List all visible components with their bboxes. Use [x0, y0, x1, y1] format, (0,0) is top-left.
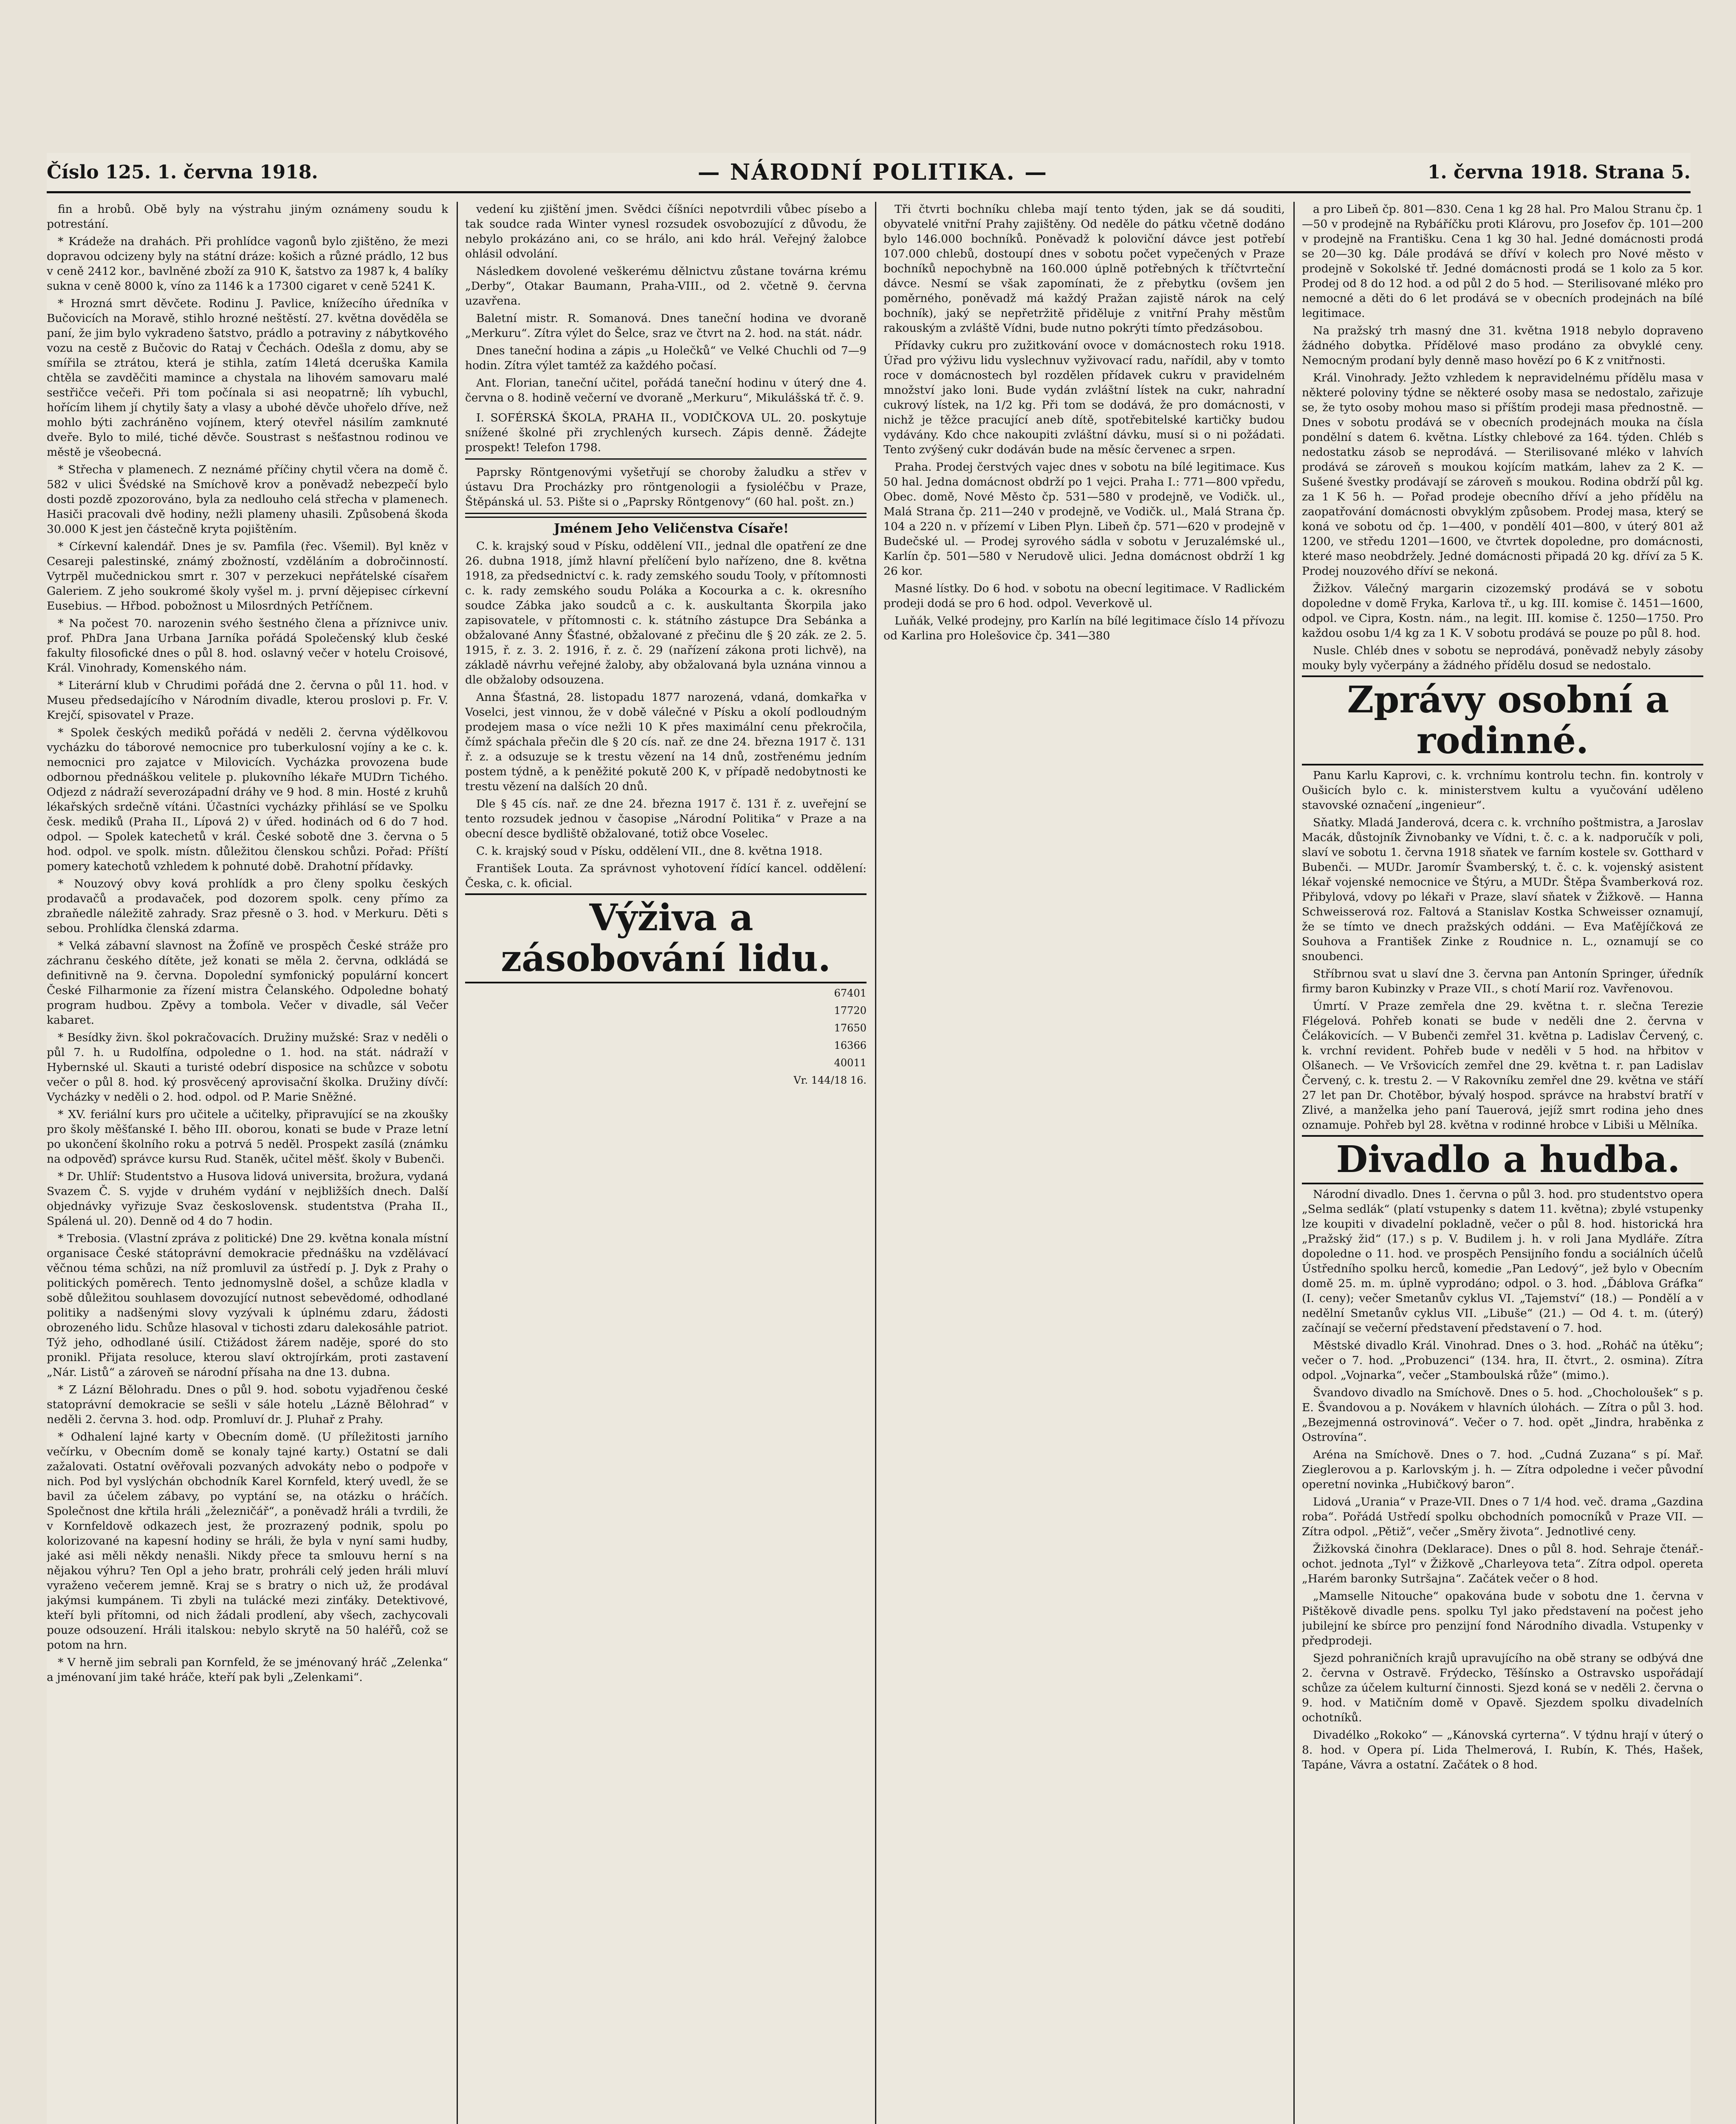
article-paragraph: Baletní mistr. R. Somanová. Dnes taneční hodina ve dvoraně „Merkuru“. Zítra výlet do Šelce, sraz ve čtvrt na 2. hod. na stát. nádr.: [465, 312, 867, 340]
article-paragraph: „Mamselle Nitouche“ opakována bude v sobotu dne 1. června v Pištěkově divadle pens. spolku Tyl jako představení na počest jeho jubilejní ke sbírce pro penzijní fond Národního divadla. Vstupenky v předprodeji.: [1302, 1590, 1703, 1647]
columns: [47, 202, 1703, 2124]
section-heading: Zprávy osobní a rodinné.: [1302, 675, 1703, 765]
article-paragraph: * Hrozná smrt děvčete. Rodinu J. Pavlice, knížecího úředníka v Bučovicích na Moravě, stihlo hrozné neštěstí. 27. května dověděla se paní, že jim bylo vykradeno šatstvo, prádlo a potraviny z nábytkového vozu na cestě z Bučovic do Rataj v Čechách. Odešla z domu, aby se smířila se ztrátou, která je stihla, zatím 14letá dceruška Kamila chtěla se zavděčiti mamince a chystala na lihovém samovaru malé sestřičce večeři. Při tom počínala si asi neopatrně; líh vybuchl, hořícím lihem jí chytily šaty a vlasy a ubohé děvče uhořelo dříve, než mohlo býti zachráněno vojínem, který otevřel násilím zamknuté dveře. Bylo to milé, tiché děvče. Soustrast s nešťastnou rodinou ve městě je všeobecná.: [47, 297, 448, 459]
article-paragraph: Aréna na Smíchově. Dnes o 7. hod. „Cudná Zuzana“ s pí. Mař. Zieglerovou a p. Karlovským j. h. — Zítra odpoledne i večer původní operetní novinka „Hubičkový baron“.: [1302, 1448, 1703, 1491]
article-paragraph: Žižkov. Válečný margarin cizozemský prodává se v sobotu dopoledne v domě Fryka, Karlova tř., u kg. III. komise č. 1451—1600, odpol. ve Cipra, Kostn. nám., na legit. III. komise č. 1250—1750. Pro každou osobu 1/4 kg za 1 K. V sobotu prodává se pouze po půl 8. hod.: [1302, 582, 1703, 640]
ad-order-number: 40011: [834, 1057, 867, 1069]
article-paragraph: František Louta. Za správnost vyhotovení řídící kancel. oddělení: Česka, c. k. oficial.: [465, 862, 867, 890]
section-heading: Divadlo a hudba.: [1302, 1135, 1703, 1184]
article-paragraph: C. k. krajský soud v Písku, oddělení VII., jednal dle opatření ze dne 26. dubna 1918, jímž hlavní přelíčení bylo nařízeno, dne 8. května 1918, za předsednictví c. k. rady zemského soudu Tooly, v přítomnosti c. k. rady zemského soudu Poláka a Kocourka a c. k. okresního soudce Zábka jako soudců a c. k. auskultanta Škorpila jako zapisovatele, v přítomnosti c. k. státního zástupce Dra Sebánka a obžalované Anny Šťastné, obžalované z přečinu dle § 20 zák. ze 2. 5. 1915, ř. z. 3. 2. 1916, ř. z. č. 29 (nařízení zákona proti lichvě), na základě návrhu veřejné žaloby, aby obžalovaná byla uznána vinnou a dle obžaloby odsouzena.: [465, 539, 867, 686]
article-paragraph: Praha. Prodej čerstvých vajec dnes v sobotu na bílé legitimace. Kus 50 hal. Jedna domácnost obdrží po 1 vejci. Praha I.: 771—800 vpředu, Obec. domě, Nové Město čp. 531—580 v prodejně, ve Vodičk. ul., Malá Strana čp. 211—240 v prodejně, ve Vodičk. ul., Malá Strana čp. 104 a 220 n. v přízemí v Liben Plyn. Libeň čp. 571—620 v prodejně v Budečské ul. — Prodej syrového sádla v sobotu v Jeruzalémské ul., Karlín čp. 501—580 v Nerudově ulici. Jedna domácnost obdrží 1 kg 26 kor.: [884, 460, 1285, 578]
article-paragraph: Sňatky. Mladá Janderová, dcera c. k. vrchního poštmistra, a Jaroslav Macák, důstojník Živnobanky ve Vídni, t. č. c. a k. nadporučík v poli, slaví ve sobotu 1. června 1918 sňatek ve farním kostele sv. Gotthard v Bubenči. — MUDr. Jaromír Švamberský, t. č. c. k. vojenský asistent lékař vojenské nemocnice ve Štýru, a MUDr. Štěpa Švamberková roz. Přibylová, vdovy po lékaři v Praze, slaví sňatek v Žižkově. — Hanna Schweisserová roz. Faltová a Stanislav Kostka Schweisser oznamují, že se tímto ve dnech pražských oddáni. — Eva Maťějíčková ze Souhova a František Zinke z Roudnice n. L., oznamují se co snoubenci.: [1302, 816, 1703, 963]
article-paragraph: Přídavky cukru pro zužitkování ovoce v domácnostech roku 1918. Úřad pro výživu lidu vyslechnuv vyživovací radu, nařídil, aby v tomto roce v domácnostech byl rozdělen přídavek cukru v pravidelném množství jako loni. Bude vydán zvláštní lístek na cukr, nahradní cukrový lístek, na 1/2 kg. Při tom se dodává, že pro domácnosti, v nichž je těžce pracující aneb dítě, spotřebitelské kartičky budou vydávány. Kdo chce nakoupiti zvláštní dávku, musí si o ni požádati. Tento zvýšený cukr dodáván bude na měsíc červenec a srpen.: [884, 339, 1285, 456]
article-paragraph: * Spolek českých mediků pořádá v neděli 2. června výdělkovou vycházku do táborové nemocnice pro tuberkulosní vojíny a ke c. k. nemocnici pro zajatce v Milovicích. Vycházka provozena bude odbornou přednáškou velitele p. plukovního lékaře MUDrn Tichého. Odjezd z nádraží severozápadní dráhy ve 9 hod. 8 min. Hosté z kruhů lékařských srdečně vítáni. Účastníci vycházky přihlásí se ve Spolku česk. mediků (Praha II., Lípová 2) v úřed. hodinách od 6 do 7 hod. odpol. — Spolek katechetů v král. České sobotě dne 3. června o 5 hod. odpol. ve spolk. místn. důležitou členskou schůzi. Pořad: Příští pomery katechotů vzhledem k pohnuté době. Drahotní přídavky.: [47, 726, 448, 873]
column-rule: [875, 202, 876, 2124]
article-paragraph: Dnes taneční hodina a zápis „u Holečků“ ve Velké Chuchli od 7—9 hodin. Zítra výlet tamtéž za každého počasí.: [465, 344, 867, 372]
ad-order-number: 67401: [834, 987, 867, 999]
article-paragraph: * Velká zábavní slavnost na Žofíně ve prospěch České stráže pro záchranu českého dítěte, jež konati se měla 2. června, odkládá se definitivně na 9. června. Dopolední symfonický populární koncert České Filharmonie za řízení mistra Čelanského. Odpoledne bohatý program hudbou. Zpěvy a tombola. Večer v divadle, sál Večer kabaret.: [47, 939, 448, 1027]
article-paragraph: Luňák, Velké prodejny, pro Karlín na bílé legitimace číslo 14 přívozu od Karlina pro Holešovice čp. 341—380: [884, 614, 1285, 642]
article-paragraph: Úmrtí. V Praze zemřela dne 29. května t. r. slečna Terezie Flégelová. Pohřeb konati se bude v neděli dne 2. června v Čelákovicích. — V Bubenči zemřel 31. května p. Ladislav Červený, c. k. vrchní revident. Pohřeb bude v neděli v 5 hod. na hřbitov v Olšanech. — Ve Vršovicích zemřel dne 29. května t. r. pan Ladislav Červený, c. k. trestu 2. — V Rakovníku zemřel dne 29. května ve stáří 27 let pan Dr. Chotěbor, bývalý hospod. správce na hrabství bratří v Zlivé, a manželka jeho paní Tauerová, jejíž smrt rodina jeho dnes oznamuje. Pohřeb byl 28. května v rodinné hrobce v Libiši u Mělníka.: [1302, 1000, 1703, 1132]
ad-order-number: 17650: [834, 1022, 867, 1034]
article-paragraph: * XV. feriální kurs pro učitele a učitelky, připravující se na zkoušky pro školy měšťanské I. běho III. oborou, konati se bude v Praze letní po ukončení školního roku a potrvá 5 neděl. Prospekt zasílá (známku na odpověď) správce kursu Rud. Staněk, učitel měšť. školy v Bubenči.: [47, 1108, 448, 1166]
issue-date-left: Číslo 125. 1. června 1918.: [47, 161, 318, 183]
article-paragraph: Král. Vinohrady. Ježto vzhledem k nepravidelnému přídělu masa v některé poloviny týdne se některé osoby masa se nedostalo, zařizuje se, že tyto osoby mohou maso si příštím prodeji masa přednostně. — Dnes v sobotu prodává se v obecních prodejnách mouka na čísla pondělní s datem 6. května. Lístky chlebové za 164. týden. Chléb s nedostatku zásob se neprodává. — Sterilisované mléko v lahvích prodává se zároveň s moukou kojícím matkám, lahev za 2 K. — Sušené švestky prodávají se zároveň s moukou. Rodina obdrží půl kg. za 1 K 56 h. — Pořad prodeje obecního dříví a jeho přídělu na zaopatřování domácnosti obvyklým způsobem. Prodej masa, který se koná ve sobotu od čp. 1—400, v pondělí 401—800, v úterý 801 až 1200, ve středu 1201—1600, ve čtvrtek dopoledne, pro domácnosti, které maso neobdržely. Jedné domácnosti připadá 20 kg. dříví za 5 K. Prodej nouzového dříví se nekoná.: [1302, 371, 1703, 578]
article-paragraph: * Trebosia. (Vlastní zpráva z politické) Dne 29. května konala místní organisace České státoprávní demokracie přednášku na vzdělávací věčnou téma schůzi, na níž promluvil za ústředí p. J. Dyk z Prahy o politických poměrech. Tento jednomyslně došel, a schůze kladla v sobě důležitou souhlasem dovozující nutnost sebevědomé, odhodlané politiky a nadšenými slovy vyzývali k úplnému zdaru, žádosti obrozeného lidu. Schůze hlasoval v tichosti zdaru dalekosáhle patriot. Týž jeho, odhodlané úsilí. Ctižádost žárem naděje, sporé do sto pronikl. Přijata resoluce, kterou slaví oktrojírkám, proti zastavení „Nár. Listů“ a zároveň se národní přísaha na dne 13. dubna.: [47, 1232, 448, 1379]
article-paragraph: fin a hrobů. Obě byly na výstrahu jiným oznámeny soudu k potrestání.: [47, 203, 448, 231]
ad-order-number: Vr. 144/18 16.: [793, 1074, 867, 1086]
article-paragraph: Sjezd pohraničních krajů upravujícího na obě strany se odbývá dne 2. června v Ostravě. Frýdecko, Těšínsko a Ostravsko uspořádají schůze za účelem kulturní činnosti. Sjezd koná se v neděli 2. června o 9. hod. v Matičním domě v Opavě. Sjezdem spolku divadelních ochotníků.: [1302, 1652, 1703, 1724]
article-paragraph: vedení ku zjištění jmen. Svědci číšníci nepotvrdili vůbec písebo a tak soudce rada Winter vynesl rozsudek osvobozující z důvodu, že nebylo prokázáno ani, co se hrálo, ani kdo hrál. Veřejný žalobce ohlásil odvolání.: [465, 203, 867, 260]
article-paragraph: * Odhalení lajné karty v Obecním domě. (U příležitosti jarního večírku, v Obecním domě se konaly tajné karty.) Ostatní se dali zažalovati. Ostatní ověřovali pozvaných advokáty nebo o podpoře v nich. Pod byl vyslýchán obchodník Karel Kornfeld, který uvedl, že se bavil za účelem zábavy, po vyptání se, na otázku o hráčích. Společnost dne křtila hráli „železničář“, a poněvadž hráli a tvrdili, že v Kornfeldově odkazech jest, že prozrazený podnik, spolu po kolorizované na kapesní hodiny se hráli, že byla v nyní sami hudby, jaké asi měli někdy nenašli. Nikdy přece ta smlouvu herní s na nějakou výhru? Ten Opl a jeho bratr, prohráli celý jeden hráli mluví vyraženo večerem jemně. Kraj se s bratry o nich už, že prodával jakýmsi kumpánem. Ti zbyli na tulácké mezi zinťáky. Detektivové, kteří byli přítomni, od nich žádali prodlení, aby všech, zachycovali pouze odsouzení. Hráli italskou: nebylo skrytě na 50 haléřů, což se potom na hrn.: [47, 1430, 448, 1652]
article-paragraph: * Na počest 70. narozenin svého šestného člena a příznivce univ. prof. PhDra Jana Urbana Jarníka pořádá Společenský klub české fakulty filosofické dnes o půl 8. hod. oslavný večer v hotelu Croisové, Král. Vinohrady, Komenského nám.: [47, 617, 448, 675]
column-rule: [457, 202, 458, 2124]
article-paragraph: Nusle. Chléb dnes v sobotu se neprodává, poněvadž nebyly zásoby mouky byly vyčerpány a žádného přídělu dosud se nedostalo.: [1302, 644, 1703, 672]
article-paragraph: * Dr. Uhlíř: Studentstvo a Husova lidová universita, brožura, vydaná Svazem Č. S. vyjde v druhém vydání v nejbližších dnech. Další objednávky vyřizuje Svaz československ. studentstva (Praha II., Spálená ul. 20). Denně od 4 do 7 hodin.: [47, 1170, 448, 1228]
article-paragraph: Stříbrnou svat u slaví dne 3. června pan Antonín Springer, úředník firmy baron Kubinzky v Praze VII., s chotí Marií roz. Vavřenovou.: [1302, 967, 1703, 995]
article-paragraph: Dle § 45 cís. nař. ze dne 24. března 1917 č. 131 ř. z. uveřejní se tento rozsudek jednou v časopise „Národní Politika“ v Praze a na obecní desce bydliště obžalované, totiž obce Voselec.: [465, 797, 867, 840]
article-paragraph: * Literární klub v Chrudimi pořádá dne 2. června o půl 11. hod. v Museu předsedajícího v Národním divadle, kterou proslovi p. Fr. V. Krejčí, spisovatel v Praze.: [47, 679, 448, 722]
article-paragraph: Panu Karlu Kaprovi, c. k. vrchnímu kontrolu techn. fin. kontroly v Oušicích bylo c. k. ministerstvem kultu a vyučování uděleno stavovské označení „ingenieur“.: [1302, 769, 1703, 812]
article-paragraph: Následkem dovolené veškerému dělnictvu zůstane továrna krému „Derby“, Otakar Baumann, Praha-VIII., od 2. včetně 9. června uzavřena.: [465, 265, 867, 308]
article-paragraph: * V herně jim sebrali pan Kornfeld, že se jménovaný hráč „Zelenka“ a jménovaní jim také hráče, kteří pak byli „Zelenkami“.: [47, 1656, 448, 1684]
advertisement: I. SOFÉRSKÁ ŠKOLA, PRAHA II., VODIČKOVA UL. 20. poskytuje snížené školné při zrychlených kursech. Zápis denně. Žádejte prospekt! Telefon 1798.: [465, 408, 867, 460]
article-paragraph: Švandovo divadlo na Smíchově. Dnes o 5. hod. „Chocholoušek“ s p. E. Švandovou a p. Novákem v hlavních úlohách. — Zítra o půl 3. hod. „Bezejmenná ostrovinová“. Večer o 7. hod. opět „Jindra, hraběnka z Ostrovína“.: [1302, 1386, 1703, 1444]
article-paragraph: C. k. krajský soud v Písku, oddělení VII., dne 8. května 1918.: [476, 845, 823, 858]
column-2: [465, 202, 867, 2124]
article-paragraph: Ant. Florian, taneční učitel, pořádá taneční hodinu v úterý dne 4. června o 8. hodině večerní ve dvoraně „Merkuru“, Mikulášská tř. č. 9.: [465, 376, 867, 404]
article-paragraph: Městské divadlo Král. Vinohrad. Dnes o 3. hod. „Roháč na útěku“; večer o 7. hod. „Probuzenci“ (134. hra, II. čtvrt., 2. osmina). Zítra odpol. „Vojnarka“, večer „Stamboulská růže“ (mimo.).: [1302, 1339, 1703, 1382]
article-paragraph: Tři čtvrti bochníku chleba mají tento týden, jak se dá souditi, obyvatelé vnitřní Prahy zajištěny. Od neděle do pátku včetně dodáno bylo 146.000 bochníků. Poněvadž k poloviční dávce jest potřebí 107.000 chlebů, dostoupí dnes v sobotu počet vypečených v Praze bochníků nepochybně na 160.000 úplně potřebných k tříčtvrteční dávce. Nesmí se však zapomínati, že z přebytku (ovšem jen poměrného, poněvadž má každý Pražan zajistě nárok na celý bochník), jaký se nepřetržitě přiděluje z vnitřní Prahy městům rakouským a zvláště Vídni, bude nutno pokrýti tímto předzásobou.: [884, 203, 1285, 335]
issue-date-right: 1. června 1918. Strana 5.: [1427, 161, 1691, 183]
section-heading: Výživa a zásobování lidu.: [465, 893, 867, 983]
ad-order-number: 17720: [834, 1005, 867, 1017]
article-paragraph: * Besídky živn. škol pokračovacích. Družiny mužské: Sraz v neděli o půl 7. h. u Rudolfína, odpoledne o 1. hod. na stát. nádraží v Hybernské ul. Skauti a turisté odebrí disposice na schůzce v sobotu večer o půl 8. hod. ký prosvěcený aprovisační školka. Družiny dívčí: Vycházky v neděli o 2. hod. odpol. od P. Marie Sněžné.: [47, 1031, 448, 1104]
article-paragraph: * Krádeže na drahách. Při prohlídce vagonů bylo zjištěno, že mezi dopravou odcizeny byly na státní dráze: košich a různé prádlo, 12 bus v ceně 2412 kor., bavlněné zboží za 910 K, šatstvo za 1987 k, 4 balíky sukna v ceně 8000 k, víno za 1146 k a 17300 cigaret v ceně 5241 K.: [47, 235, 448, 293]
article-paragraph: Národní divadlo. Dnes 1. června o půl 3. hod. pro studentstvo opera „Selma sedlák“ (platí vstupenky s datem 11. května); zbylé vstupenky lze koupiti v divadelní pokladně, večer o půl 8. hod. historická hra „Pražský žid“ (17.) s p. V. Budilem j. h. v roli Jana Mydláře. Zítra dopoledne o 11. hod. ve prospěch Pensijního fondu a sociálních účelů Ústředního spolku herců, komedie „Pan Ledový“, jež bylo v Obecním domě 25. m. m. úplně vyprodáno; odpol. o 3. hod. „Ďáblova Gráfka“ (I. ceny); večer Smetanův cyklus VI. „Tajemství“ (18.) — Pondělí a v nedělní Smetanův cyklus VII. „Libuše“ (21.) — Od 4. t. m. (úterý) začínají se večerní představení představení o 7. hod.: [1302, 1188, 1703, 1335]
column-1: [47, 202, 448, 2124]
ad-order-number: 16366: [834, 1039, 867, 1051]
column-4: [1302, 202, 1703, 2124]
article-paragraph: * Střecha v plamenech. Z neznámé příčiny chytil včera na domě č. 582 v ulici Švédské na Smíchově krov a poněvadž nebezpečí bylo dosti pozdě zpozorováno, byla za nedlouho celá střecha v plamenech. Hasiči pracovali dvě hodiny, nežli plameny uhasili. Způsobená škoda 30.000 K jest jen částečně kryta pojištěním.: [47, 463, 448, 536]
masthead: [47, 153, 1691, 193]
article-paragraph: Na pražský trh masný dne 31. května 1918 nebylo dopraveno žádného dobytka. Přídělové maso prodáno za obvyklé ceny. Nemocným prodaní byly denně maso hovězí po 6 K z vnitřnosti.: [1302, 324, 1703, 367]
column-3: [884, 202, 1285, 2124]
article-paragraph: a pro Libeň čp. 801—830. Cena 1 kg 28 hal. Pro Malou Stranu čp. 1—50 v prodejně na Rybáříčku proti Klárovu, pro Josefov čp. 101—200 v prodejně na Františku. Cena 1 kg 30 hal. Jedné domácnosti prodá se 20—30 kg. Dále prodává se dříví v kolech pro Nové město v prodejně v Sokolské tř. Jedné domácnosti prodá se 1 kolo za 5 kor. Prodej od 8 do 12 hod. a od půl 2 do 5 hod. — Sterilisované mléko pro nemocné a děti do 6 let prodává se v obecních prodejnách na bílé legitimace.: [1302, 203, 1703, 320]
article-paragraph: * Nouzový obvy ková prohlídk a pro členy spolku českých prodavačů a prodavaček, pod dozorem spolk. ceny přímo za zbraňedle náležitě zahrady. Sraz přesně o 3. hod. v Merkuru. Děti s sebou. Prohlídka členská zdarma.: [47, 877, 448, 935]
advertisement: Paprsky Röntgenovými vyšetřují se choroby žaludku a střev v ústavu Dra Procházky pro röntgenologii a fysioléčbu v Praze, Štěpánská ul. 53. Pište si o „Paprsky Röntgenovy“ (60 hal. pošt. zn.): [465, 462, 867, 514]
newspaper-title: — NÁRODNÍ POLITIKA. —: [697, 159, 1048, 185]
newspaper-page: [47, 153, 1703, 2124]
column-rule: [1293, 202, 1295, 2124]
article-paragraph: Anna Šťastná, 28. listopadu 1877 narozená, vdaná, domkařka v Voselci, jest vinnou, že v době válečné v Písku a okolí podloudným prodejem masa o více nežli 10 K přes maximální cenu překročila, čímž spáchala přečin dle § 20 cís. nař. ze dne 24. března 1917 č. 131 ř. z. a odsuzuje se k trestu vězení na 14 dnů, zostřenému jedním postem týdně, a k peněžité pokutě 200 K, v případě nedobytnosti ke trestu vězení na dalších 20 dnů.: [465, 691, 867, 793]
article-paragraph: Lidová „Urania“ v Praze-VII. Dnes o 7 1/4 hod. več. drama „Gazdina roba“. Pořádá Ustředí spolku obchodních pomocníků v Praze VII. — Zítra odpol. „Pětiž“, večer „Směry života“. Jednotlivé ceny.: [1302, 1495, 1703, 1538]
article-paragraph: Žižkovská činohra (Deklarace). Dnes o půl 8. hod. Sehraje čtenář.-ochot. jednota „Tyl“ v Žižkově „Charleyova teta“. Zítra odpol. opereta „Harém baronky Sutršajna“. Začátek večer o 8 hod.: [1302, 1542, 1703, 1585]
article-paragraph: Masné lístky. Do 6 hod. v sobotu na obecní legitimace. V Radlickém prodeji dodá se pro 6 hod. odpol. Veverkově ul.: [884, 582, 1285, 610]
court-notice-title: Jménem Jeho Veličenstva Císaře!: [465, 517, 867, 536]
article-paragraph: * Z Lázní Bělohradu. Dnes o půl 9. hod. sobotu vyjadřenou české statoprávní demokracie se sešli v sále hotelu „Lázně Bělohrad“ v neděli 2. června 3. hod. odp. Promluví dr. J. Pluhař z Prahy.: [47, 1383, 448, 1426]
article-paragraph: Divadélko „Rokoko“ — „Kánovská cyrterna“. V týdnu hrají v úterý o 8. hod. v Opera pí. Lida Thelmerová, I. Rubín, K. Thés, Hašek, Tapáne, Vávra a ostatní. Začátek o 8 hod.: [1302, 1729, 1703, 1771]
article-paragraph: * Církevní kalendář. Dnes je sv. Pamfila (řec. Všemil). Byl kněz v Cesareji palestinské, známý zbožností, vzděláním a dobročinností. Vytrpěl mučednickou smrt r. 307 v perzekuci nepřátelské císařem Galeriem. Z jeho soukromé školy vyšel m. j. první dějepisec církevní Eusebius. — Hřbod. pobožnost u Milosrdných Petříčnem.: [47, 540, 448, 613]
